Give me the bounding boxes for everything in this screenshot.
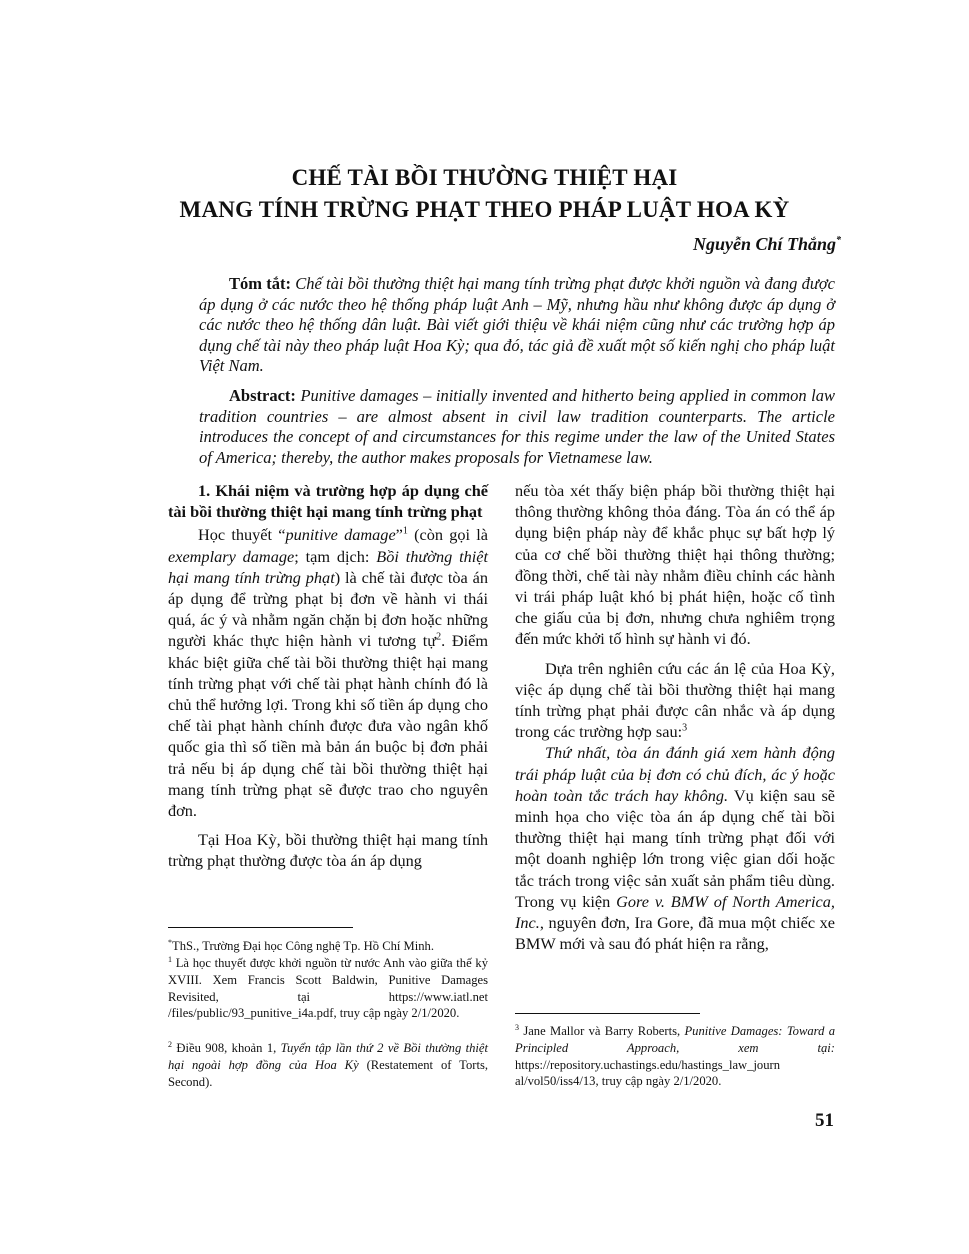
article-title-line-2: MANG TÍNH TRỪNG PHẠT THEO PHÁP LUẬT HOA KỲ	[179, 197, 790, 222]
left-paragraph-1: Học thuyết “punitive damage”$^1$ (còn gọi là exemplary damage; tạm dịch: Bồi thường thiệt hại mang tính trừng phạt) là chế tài được tòa án áp dụng để trừng phạt bị đơn về hành vi thái quá, ác ý và nhằm ngăn chặn bị đơn hoặc những người khác thực hiện hành vi tương tự$^2$. Điểm khác biệt giữa chế tài bồi thường thiệt hại mang tính trừng phạt với chế tài phạt hành chính đó là chủ thể hưởng lợi. Trong khi số tiền áp dụng cho chế tài phạt hành chính được đưa vào ngân khố quốc gia thì số tiền mà bản án buộc bị đơn phải trả nếu bị áp dụng chế tài bồi thường thiệt hại mang tính trừng phạt sẽ được trao cho nguyên đơn.	[168, 525, 489, 821]
footnote-ref-2: 2	[436, 632, 442, 643]
abstract-vn-text: Chế tài bồi thường thiệt hại mang tính trừng phạt được khởi nguồn và đang được áp dụng ở các nước theo hệ thống pháp luật Anh – Mỹ, nhưng hầu như không được áp dụng ở các nước theo hệ thống dân luật. Bài viết giới thiệu về khái niệm cũng như các trường hợp áp dụng chế tài này theo pháp luật Hoa Kỳ; qua đó, tác giả đề xuất một số kiến nghị cho pháp luật Việt Nam.	[199, 274, 835, 375]
abstract-en-label: Abstract:	[229, 386, 296, 405]
page-number: 51	[815, 1110, 834, 1131]
abstract-en-text: Punitive damages – initially invented and hitherto being applied in common law tradition countries – are almost absent in civil law tradition counterparts. The article introduces the concept of and circumstances for this regime under the law of the United States of America; thereby, the author makes proposals for Vietnamese law.	[199, 386, 835, 467]
abstract-vn-label: Tóm tắt:	[229, 274, 291, 293]
footnote-author: *ThS., Trường Đại học Công nghệ Tp. Hồ Chí Minh.	[168, 937, 434, 953]
article-title-line-1: CHẾ TÀI BỒI THƯỜNG THIỆT HẠI	[291, 165, 678, 190]
author-name	[693, 234, 841, 255]
footnote-separator-right	[515, 1013, 700, 1014]
left-column	[168, 480, 488, 872]
footnote-3: $^3$ Jane Mallor và Barry Roberts, Punitive Damages: Toward a Principled Approach, xem tại: https://repository.uchastings.edu/hastings_law_journ al/vol50/iss4/13, truy cập ngày 2/1/2020.	[515, 1022, 835, 1089]
left-paragraph-2: Tại Hoa Kỳ, bồi thường thiệt hại mang tính trừng phạt thường được tòa án áp dụng	[168, 830, 488, 871]
right-paragraph-2: Dựa trên nghiên cứu các án lệ của Hoa Kỳ, việc áp dụng chế tài bồi thường thiệt hại mang tính trừng phạt phải được cân nhắc và áp dụng trong các trường hợp sau:$^3$	[515, 658, 835, 742]
abstract-english	[199, 386, 835, 468]
right-column	[515, 480, 835, 954]
footnote-1: $^1$ Là học thuyết được khởi nguồn từ nước Anh vào giữa thế kỷ XVIII. Xem Francis Scott Baldwin, Punitive Damages Revisited, tại https://www.iatl.net /files/public/93_punitive_i4a.pdf, truy cập ngày 2/1/2020.	[168, 954, 488, 1021]
author-footnote-mark: *	[836, 235, 841, 246]
author-name-text: Nguyễn Chí Thắng	[692, 234, 836, 254]
footnote-ref-3: 3	[682, 722, 688, 734]
abstract-vietnamese	[199, 274, 835, 377]
footnote-2: $^2$ Điều 908, khoản 1, Tuyển tập lần thứ 2 về Bồi thường thiệt hại ngoài hợp đồng của Hoa Kỳ (Restatement of Torts, Second).	[168, 1039, 489, 1089]
footnote-ref-1: 1	[402, 525, 408, 537]
right-paragraph-1: nếu tòa xét thấy biện pháp bồi thường thiệt hại thông thường không thỏa đáng. Tòa án có thể áp dụng biện pháp này để khắc phục sự bất hợp lý của cơ chế bồi thường thiệt hại thông thường; đồng thời, chế tài này nhằm điều chỉnh các hành vi trái pháp luật khó bị phát hiện, hoặc cố tình che giấu của bị đơn, nhưng chưa nghiêm trọng đến mức khởi tố hình sự hành vi đó.	[515, 481, 835, 649]
right-paragraph-3: Thứ nhất, tòa án đánh giá xem hành động trái pháp luật của bị đơn có chủ đích, ác ý hoặc hoàn toàn tắc trách hay không. Vụ kiện sau sẽ minh họa cho việc tòa án áp dụng chế tài bồi thường thiệt hại mang tính trừng phạt đối với một doanh nghiệp lớn trong việc gian dối hoặc tắc trách trong việc sản xuất sản phẩm tiêu dùng. Trong vụ kiện Gore v. BMW of North America, Inc., nguyên đơn, Ira Gore, đã mua một chiếc xe BMW mới và sau đó phát hiện ra rằng,	[515, 743, 836, 954]
footnote-separator-left	[168, 927, 353, 928]
section-heading: 1. Khái niệm và trường hợp áp dụng chế tài bồi thường thiệt hại mang tính trừng phạt	[168, 481, 488, 522]
